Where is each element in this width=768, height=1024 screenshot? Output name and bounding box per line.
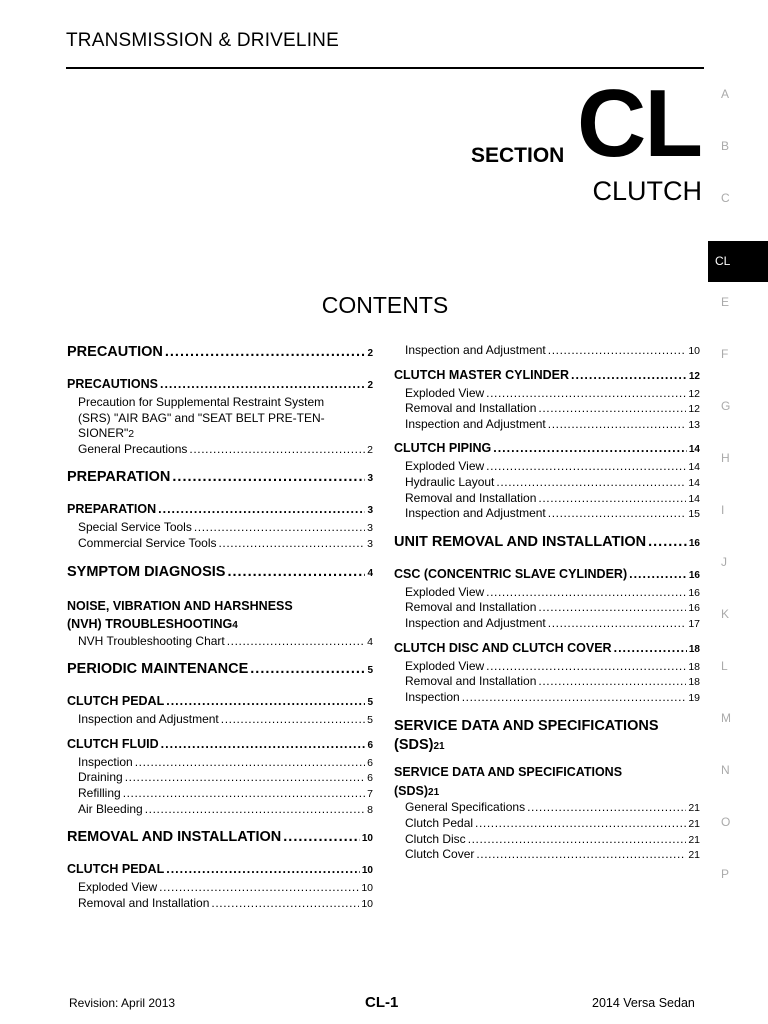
- toc-leader-dots: [160, 377, 365, 391]
- toc-entry-l1[interactable]: [394, 534, 700, 550]
- toc-entry-label: PRECAUTION: [67, 344, 163, 360]
- toc-page-number: 12: [688, 387, 700, 400]
- toc-entry-label: Inspection: [405, 689, 460, 704]
- toc-entry-label: PREPARATION: [67, 502, 157, 517]
- side-index-cl[interactable]: CL: [708, 241, 768, 282]
- toc-entry-label: CLUTCH DISC AND CLUTCH COVER: [394, 640, 612, 655]
- toc-leader-dots: [486, 386, 686, 400]
- toc-leader-dots: [486, 459, 686, 473]
- toc-leader-dots: [648, 534, 687, 550]
- toc-entry-l3[interactable]: [67, 442, 373, 456]
- toc-leader-dots: [227, 564, 365, 580]
- toc-entry-label: PRECAUTIONS: [67, 377, 158, 391]
- toc-entry-l3[interactable]: [394, 417, 700, 431]
- toc-entry-l1[interactable]: [67, 344, 373, 360]
- toc-leader-dots: [538, 600, 686, 614]
- toc-page-number: 10: [361, 833, 373, 845]
- toc-page-number: 2: [128, 428, 135, 441]
- toc-leader-dots: [194, 520, 365, 534]
- toc-entry-label: Removal and Installation: [405, 401, 537, 416]
- toc-entry-l2[interactable]: [394, 567, 700, 581]
- toc-leader-dots: [158, 502, 365, 516]
- toc-entry-label: Inspection and Adjustment: [405, 343, 546, 357]
- toc-page-number: 15: [688, 508, 700, 521]
- toc-entry-label: Exploded View: [78, 880, 158, 895]
- toc-page-number: 13: [688, 418, 700, 431]
- side-index-m[interactable]: M: [721, 711, 731, 725]
- toc-entry-label-line: NOISE, VIBRATION AND HARSHNESS: [67, 598, 293, 613]
- toc-entry-label-line: (SDS): [394, 736, 434, 753]
- toc-entry-label-line: SERVICE DATA AND SPECIFICATIONS: [394, 718, 659, 735]
- toc-page-number: 4: [232, 620, 238, 632]
- toc-entry-label: Draining: [78, 770, 123, 785]
- toc-leader-dots: [166, 862, 360, 876]
- toc-entry-l3[interactable]: [394, 459, 700, 473]
- toc-entry-label-line: SIONER": [78, 426, 129, 441]
- toc-leader-dots: [475, 816, 686, 830]
- toc-leader-dots: [219, 536, 366, 550]
- toc-page-number: 14: [688, 492, 700, 505]
- toc-entry-label: Commercial Service Tools: [78, 536, 217, 550]
- toc-page-number: 21: [433, 740, 445, 752]
- toc-entry-label: PREPARATION: [67, 469, 171, 486]
- toc-entry-label: CLUTCH PIPING: [394, 441, 492, 456]
- toc-entry-l3[interactable]: [67, 880, 373, 894]
- toc-page-number: 4: [367, 567, 373, 579]
- toc-page-number: 14: [688, 444, 700, 456]
- toc-entry-l3[interactable]: [394, 690, 700, 704]
- toc-page-number: 21: [428, 786, 440, 798]
- toc-entry-label: Inspection and Adjustment: [78, 712, 219, 727]
- toc-page-number: 12: [688, 403, 700, 416]
- toc-leader-dots: [221, 712, 365, 726]
- side-index-n[interactable]: N: [721, 763, 730, 777]
- toc-entry-l3[interactable]: [394, 491, 700, 505]
- toc-entry-l1[interactable]: [67, 469, 373, 485]
- toc-leader-dots: [250, 661, 365, 677]
- toc-leader-dots: [283, 829, 360, 845]
- footer-vehicle: 2014 Versa Sedan: [592, 996, 695, 1010]
- side-index-g[interactable]: G: [721, 399, 731, 413]
- toc-entry-l3[interactable]: [394, 401, 700, 415]
- toc-entry-label: CLUTCH PEDAL: [67, 694, 165, 709]
- toc-page-number: 17: [688, 618, 700, 630]
- toc-leader-dots: [538, 401, 686, 415]
- toc-entry-label-line: Precaution for Supplemental Restraint System: [78, 395, 325, 409]
- toc-leader-dots: [135, 755, 365, 769]
- side-index-i[interactable]: I: [721, 503, 725, 517]
- toc-entry-l2[interactable]: [67, 737, 373, 751]
- toc-entry-l3[interactable]: [394, 506, 700, 520]
- toc-entry-label: Clutch Pedal: [405, 816, 474, 830]
- toc-page-number: 12: [688, 370, 700, 382]
- toc-entry-label: General Precautions: [78, 441, 188, 456]
- toc-entry-l3[interactable]: [67, 395, 373, 443]
- toc-entry-label: CSC (CONCENTRIC SLAVE CYLINDER): [394, 566, 628, 581]
- toc-entry-l3[interactable]: [67, 802, 373, 816]
- toc-page-number: 14: [688, 477, 700, 489]
- toc-entry-l3[interactable]: [394, 616, 700, 630]
- toc-leader-dots: [493, 441, 687, 455]
- toc-entry-l2[interactable]: [67, 862, 373, 876]
- toc-entry-l1[interactable]: [67, 564, 373, 580]
- toc-page-number: 16: [688, 569, 700, 581]
- side-index: [708, 80, 768, 912]
- toc-page-number: 16: [688, 586, 700, 599]
- toc-entry-l3[interactable]: [394, 386, 700, 400]
- toc-entry-l3[interactable]: [394, 816, 700, 830]
- toc-page-number: 10: [361, 882, 373, 895]
- footer-page-id: CL-1: [365, 994, 399, 1011]
- toc-leader-dots: [548, 506, 687, 520]
- side-index-l[interactable]: L: [721, 659, 728, 673]
- toc-page-number: 5: [367, 714, 373, 727]
- toc-entry-label-line: (NVH) TROUBLESHOOTING: [67, 617, 233, 632]
- toc-entry-l2[interactable]: [394, 763, 700, 802]
- side-index-p[interactable]: P: [721, 867, 730, 881]
- toc-page-number: 7: [367, 788, 373, 800]
- toc-entry-l3[interactable]: [394, 343, 700, 357]
- toc-page-number: 18: [688, 660, 700, 673]
- toc-page-number: 2: [367, 380, 373, 391]
- toc-entry-l3[interactable]: [67, 536, 373, 550]
- toc-entry-l3[interactable]: [67, 770, 373, 784]
- toc-entry-l2[interactable]: [67, 694, 373, 708]
- toc-leader-dots: [548, 343, 687, 357]
- toc-entry-l1[interactable]: [67, 661, 373, 677]
- toc-entry-l3[interactable]: [67, 896, 373, 910]
- toc-entry-label: Exploded View: [405, 658, 485, 673]
- toc-leader-dots: [159, 880, 359, 894]
- toc-entry-label: Inspection: [78, 754, 133, 769]
- toc-page-number: 6: [367, 756, 373, 769]
- section-code: CL: [577, 70, 701, 177]
- toc-leader-dots: [227, 634, 365, 648]
- toc-page-number: 21: [688, 818, 700, 830]
- toc-left-column: [67, 344, 373, 910]
- toc-entry-l3[interactable]: [67, 786, 373, 800]
- toc-entry-l2[interactable]: [67, 502, 373, 516]
- header-title: TRANSMISSION & DRIVELINE: [66, 30, 339, 51]
- toc-page-number: 19: [688, 691, 700, 704]
- toc-entry-label: CLUTCH FLUID: [67, 736, 159, 751]
- toc-entry-l2[interactable]: [67, 377, 373, 391]
- toc-leader-dots: [172, 469, 365, 485]
- side-index-f[interactable]: F: [721, 347, 729, 361]
- toc-page-number: 10: [361, 865, 373, 877]
- toc-entry-l3[interactable]: [67, 712, 373, 726]
- section-word: SECTION: [471, 144, 565, 167]
- toc-entry-l3[interactable]: [394, 800, 700, 814]
- toc-page-number: 3: [367, 522, 373, 535]
- contents-title: CONTENTS: [321, 292, 449, 318]
- toc-page-number: 2: [367, 348, 373, 359]
- toc-entry-l2[interactable]: [394, 641, 700, 655]
- toc-leader-dots: [476, 847, 686, 861]
- toc-page-number: 14: [688, 461, 700, 474]
- toc-entry-label: Removal and Installation: [78, 895, 210, 910]
- side-index-a[interactable]: A: [721, 87, 730, 101]
- toc-leader-dots: [145, 802, 365, 816]
- toc-entry-label: Removal and Installation: [405, 674, 537, 689]
- toc-leader-dots: [486, 659, 686, 673]
- toc-page-number: 3: [367, 505, 373, 517]
- toc-entry-label: Hydraulic Layout: [405, 475, 495, 489]
- toc-entry-label: CLUTCH PEDAL: [67, 862, 165, 877]
- toc-page-number: 21: [688, 802, 700, 815]
- header-rule: [66, 67, 704, 69]
- toc-page-number: 8: [367, 803, 373, 816]
- toc-entry-label: Exploded View: [405, 459, 485, 474]
- toc-entry-label-line: SERVICE DATA AND SPECIFICATIONS: [394, 765, 623, 780]
- toc-entry-label: Exploded View: [405, 385, 485, 400]
- toc-entry-label: Refilling: [78, 786, 121, 800]
- toc-leader-dots: [538, 674, 686, 688]
- toc-page-number: 3: [367, 538, 373, 550]
- toc-page-number: 3: [367, 473, 373, 485]
- side-index-o[interactable]: O: [721, 815, 731, 829]
- toc-leader-dots: [496, 475, 686, 489]
- toc-leader-dots: [629, 567, 687, 581]
- side-index-b[interactable]: B: [721, 139, 730, 153]
- toc-entry-label: Removal and Installation: [405, 490, 537, 505]
- toc-entry-label: Exploded View: [405, 584, 485, 599]
- side-index-k[interactable]: K: [721, 607, 730, 621]
- toc-entry-l3[interactable]: [67, 520, 373, 534]
- toc-entry-label: CLUTCH MASTER CYLINDER: [394, 367, 569, 382]
- toc-leader-dots: [548, 417, 687, 431]
- toc-entry-label: Inspection and Adjustment: [405, 416, 546, 431]
- toc-page-number: 18: [688, 643, 700, 655]
- toc-entry-l1[interactable]: [67, 829, 373, 845]
- toc-page-number: 10: [361, 897, 373, 910]
- toc-page-number: 10: [688, 345, 700, 357]
- toc-page-number: 4: [367, 635, 373, 648]
- toc-entry-label: SYMPTOM DIAGNOSIS: [67, 563, 226, 580]
- toc-leader-dots: [125, 770, 365, 784]
- toc-entry-l3[interactable]: [394, 832, 700, 846]
- toc-entry-l2[interactable]: [394, 368, 700, 382]
- toc-page-number: 16: [688, 602, 700, 615]
- toc-leader-dots: [123, 786, 365, 800]
- toc-leader-dots: [189, 442, 365, 456]
- toc-entry-l3[interactable]: [394, 847, 700, 861]
- toc-entry-label: Inspection and Adjustment: [405, 616, 546, 630]
- toc-entry-label: Clutch Cover: [405, 847, 475, 862]
- toc-entry-l3[interactable]: [67, 755, 373, 769]
- toc-entry-label: UNIT REMOVAL AND INSTALLATION: [394, 533, 647, 550]
- toc-leader-dots: [462, 690, 687, 704]
- toc-entry-label: Special Service Tools: [78, 520, 192, 535]
- toc-entry-l2[interactable]: [394, 441, 700, 455]
- toc-page-number: 16: [688, 537, 700, 549]
- toc-leader-dots: [211, 896, 359, 910]
- toc-entry-l3[interactable]: [394, 475, 700, 489]
- toc-leader-dots: [486, 585, 686, 599]
- toc-entry-label: Inspection and Adjustment: [405, 506, 546, 521]
- toc-leader-dots: [165, 344, 366, 360]
- toc-page-number: 21: [688, 849, 700, 862]
- toc-entry-l3[interactable]: [394, 674, 700, 688]
- toc-entry-label: General Specifications: [405, 800, 526, 815]
- toc-entry-l2[interactable]: [67, 597, 373, 636]
- toc-right-column: [394, 343, 700, 862]
- toc-leader-dots: [614, 641, 687, 655]
- side-index-c[interactable]: C: [721, 191, 730, 205]
- toc-entry-l3[interactable]: [394, 659, 700, 673]
- toc-entry-l1[interactable]: [394, 717, 700, 756]
- toc-entry-label: Clutch Disc: [405, 831, 466, 846]
- toc-leader-dots: [468, 832, 687, 846]
- side-index-h[interactable]: H: [721, 451, 730, 465]
- toc-page-number: 18: [688, 676, 700, 689]
- toc-entry-label-line: (SRS) "AIR BAG" and "SEAT BELT PRE-TEN-: [78, 410, 325, 425]
- toc-leader-dots: [166, 694, 365, 708]
- toc-page-number: 5: [367, 665, 373, 677]
- toc-leader-dots: [548, 616, 687, 630]
- toc-page-number: 6: [367, 739, 373, 751]
- toc-page-number: 21: [688, 833, 700, 846]
- toc-entry-l3[interactable]: [394, 585, 700, 599]
- section-name: CLUTCH: [592, 176, 702, 206]
- toc-entry-l3[interactable]: [394, 600, 700, 614]
- side-index-j[interactable]: J: [721, 555, 727, 569]
- toc-entry-label: Removal and Installation: [405, 600, 537, 615]
- toc-entry-label: NVH Troubleshooting Chart: [78, 633, 225, 648]
- toc-entry-label: Air Bleeding: [78, 801, 143, 816]
- toc-page-number: 5: [367, 697, 373, 709]
- toc-leader-dots: [538, 491, 686, 505]
- footer-revision: Revision: April 2013: [69, 996, 176, 1010]
- toc-page-number: 2: [367, 443, 373, 456]
- toc-leader-dots: [571, 368, 687, 382]
- toc-page-number: 6: [367, 772, 373, 785]
- toc-entry-label: REMOVAL AND INSTALLATION: [67, 829, 282, 846]
- side-index-e[interactable]: E: [721, 295, 730, 309]
- toc-leader-dots: [527, 800, 686, 814]
- toc-entry-label-line: (SDS): [394, 783, 429, 798]
- toc-entry-l3[interactable]: [67, 634, 373, 648]
- toc-leader-dots: [161, 737, 366, 751]
- toc-entry-label: PERIODIC MAINTENANCE: [67, 661, 249, 678]
